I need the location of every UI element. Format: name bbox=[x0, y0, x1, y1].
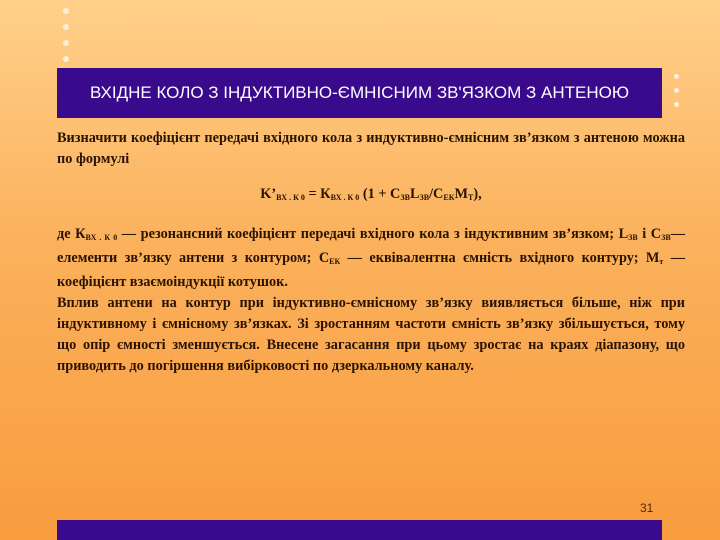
decorative-dots-right bbox=[674, 74, 679, 116]
page-number: 31 bbox=[640, 501, 654, 515]
formula: $K’_{ВХ . К 0} = К_{ВХ . К 0}$ $(1 + С_{ЗВ}L_{ЗВ}/С_{ЕК}М_Т)$, bbox=[260, 186, 482, 202]
influence-paragraph: Вплив антени на контур при індуктивно-ємнісному зв’язку виявляється більше, ніж при індуктивному і ємнісному зв’язках. Зі зростанням частоти ємність зв’язку збільшується, тому що опір ємності зменшується. Внесене загасання при цьому зростає на краях діапазону, що приводить до погіршення вибірковості по дзеркальному каналу. bbox=[57, 295, 685, 374]
bottom-bar bbox=[57, 520, 662, 540]
slide-content bbox=[57, 128, 685, 377]
definitions-paragraph: де $К_{ВХ . К 0}$ — резонансний коефіцієнт передачі вхідного кола з індуктивним зв’язком; $L_{ЗВ}$ і $С_{ЗВ}—$ елементи зв’язку антени з контуром; $С_{ЕК}$ — еквівалентна ємність вхідного контуру; $М_т$ — коефіцієнт взаємоіндукції котушок. bbox=[57, 226, 685, 290]
slide-title: ВХІДНЕ КОЛО З ІНДУКТИВНО-ЄМНІСНИМ ЗВ'ЯЗКОМ З АНТЕНОЮ bbox=[57, 68, 662, 118]
intro-text: Визначити коефіцієнт передачі вхідного кола з индуктивно-ємнісним зв’язком з антеною можна по формулі bbox=[57, 130, 685, 167]
